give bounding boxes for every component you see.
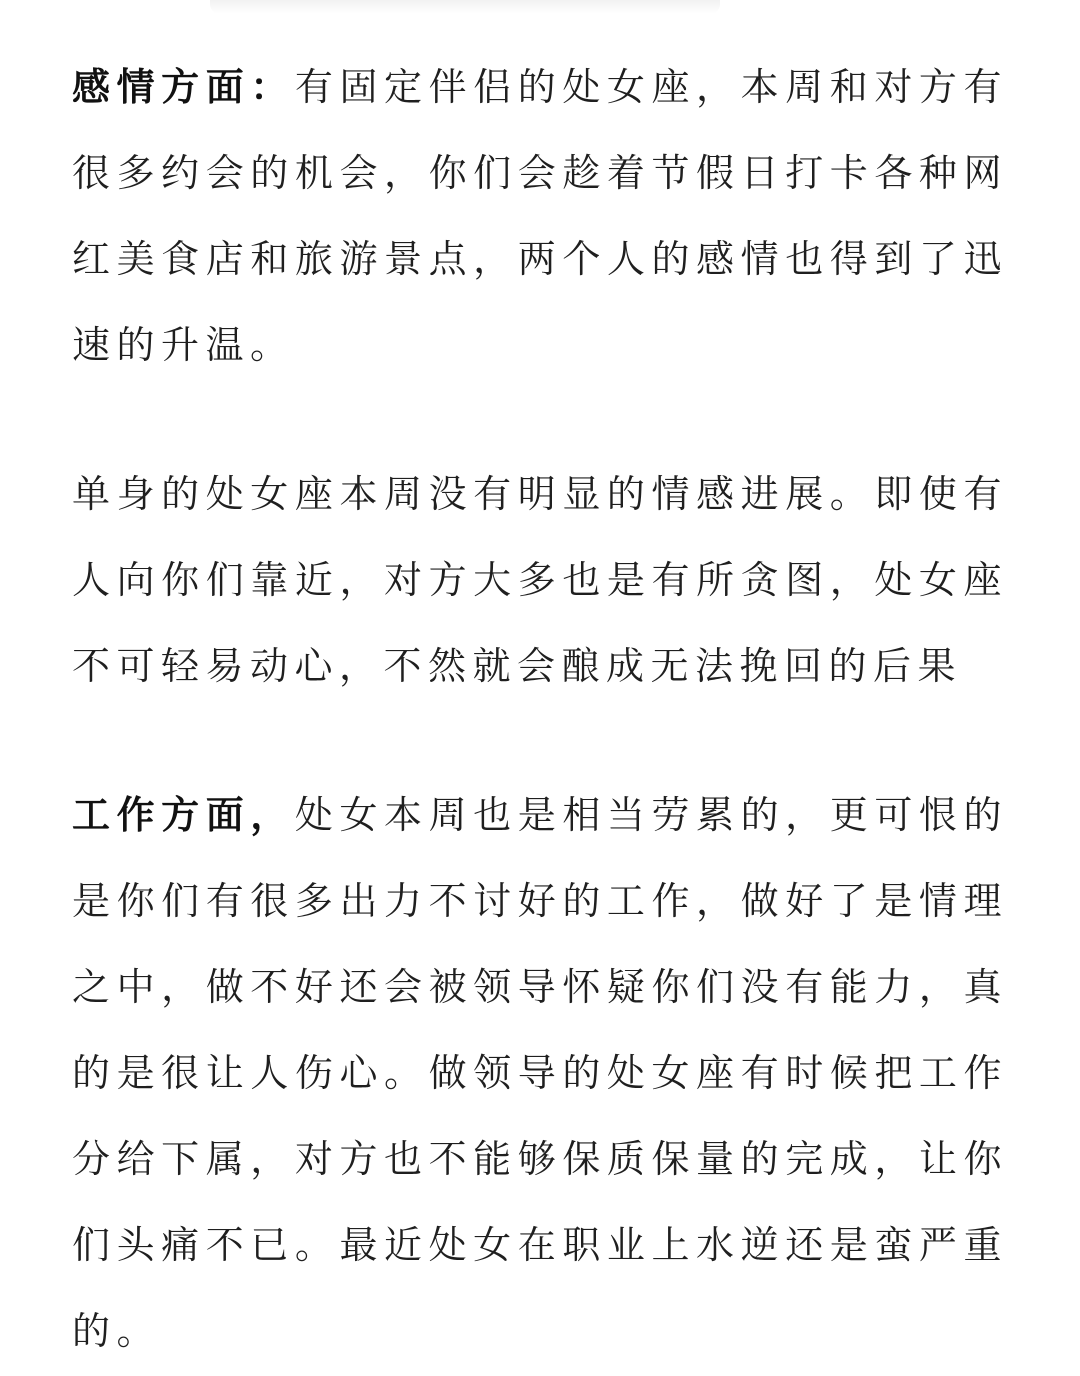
paragraph-text: 处女本周也是相当劳累的，更可恨的是你们有很多出力不讨好的工作，做好了是情理之中，做不好还会被领导怀疑你们没有能力，真的是很让人伤心。做领导的处女座有时候把工作分给下属，对方也不能够保质保量的完成，让你们头痛不已。最近处女在职业上水逆还是蛮严重的。 (72, 793, 1008, 1353)
top-scroll-shadow (210, 0, 720, 14)
paragraph-love-singles (72, 451, 1008, 709)
article-body (72, 44, 1008, 1374)
paragraph-work (72, 772, 1008, 1374)
paragraph-love-couples (72, 44, 1008, 388)
paragraph-text: 单身的处女座本周没有明显的情感进展。即使有人向你们靠近，对方大多也是有所贪图，处女座不可轻易动心，不然就会酿成无法挽回的后果 (72, 472, 1008, 688)
paragraph-lead: 工作方面， (72, 793, 295, 837)
paragraph-lead: 感情方面： (72, 65, 295, 109)
paragraph-text: 有固定伴侣的处女座，本周和对方有很多约会的机会，你们会趁着节假日打卡各种网红美食店和旅游景点，两个人的感情也得到了迅速的升温。 (72, 65, 1008, 367)
